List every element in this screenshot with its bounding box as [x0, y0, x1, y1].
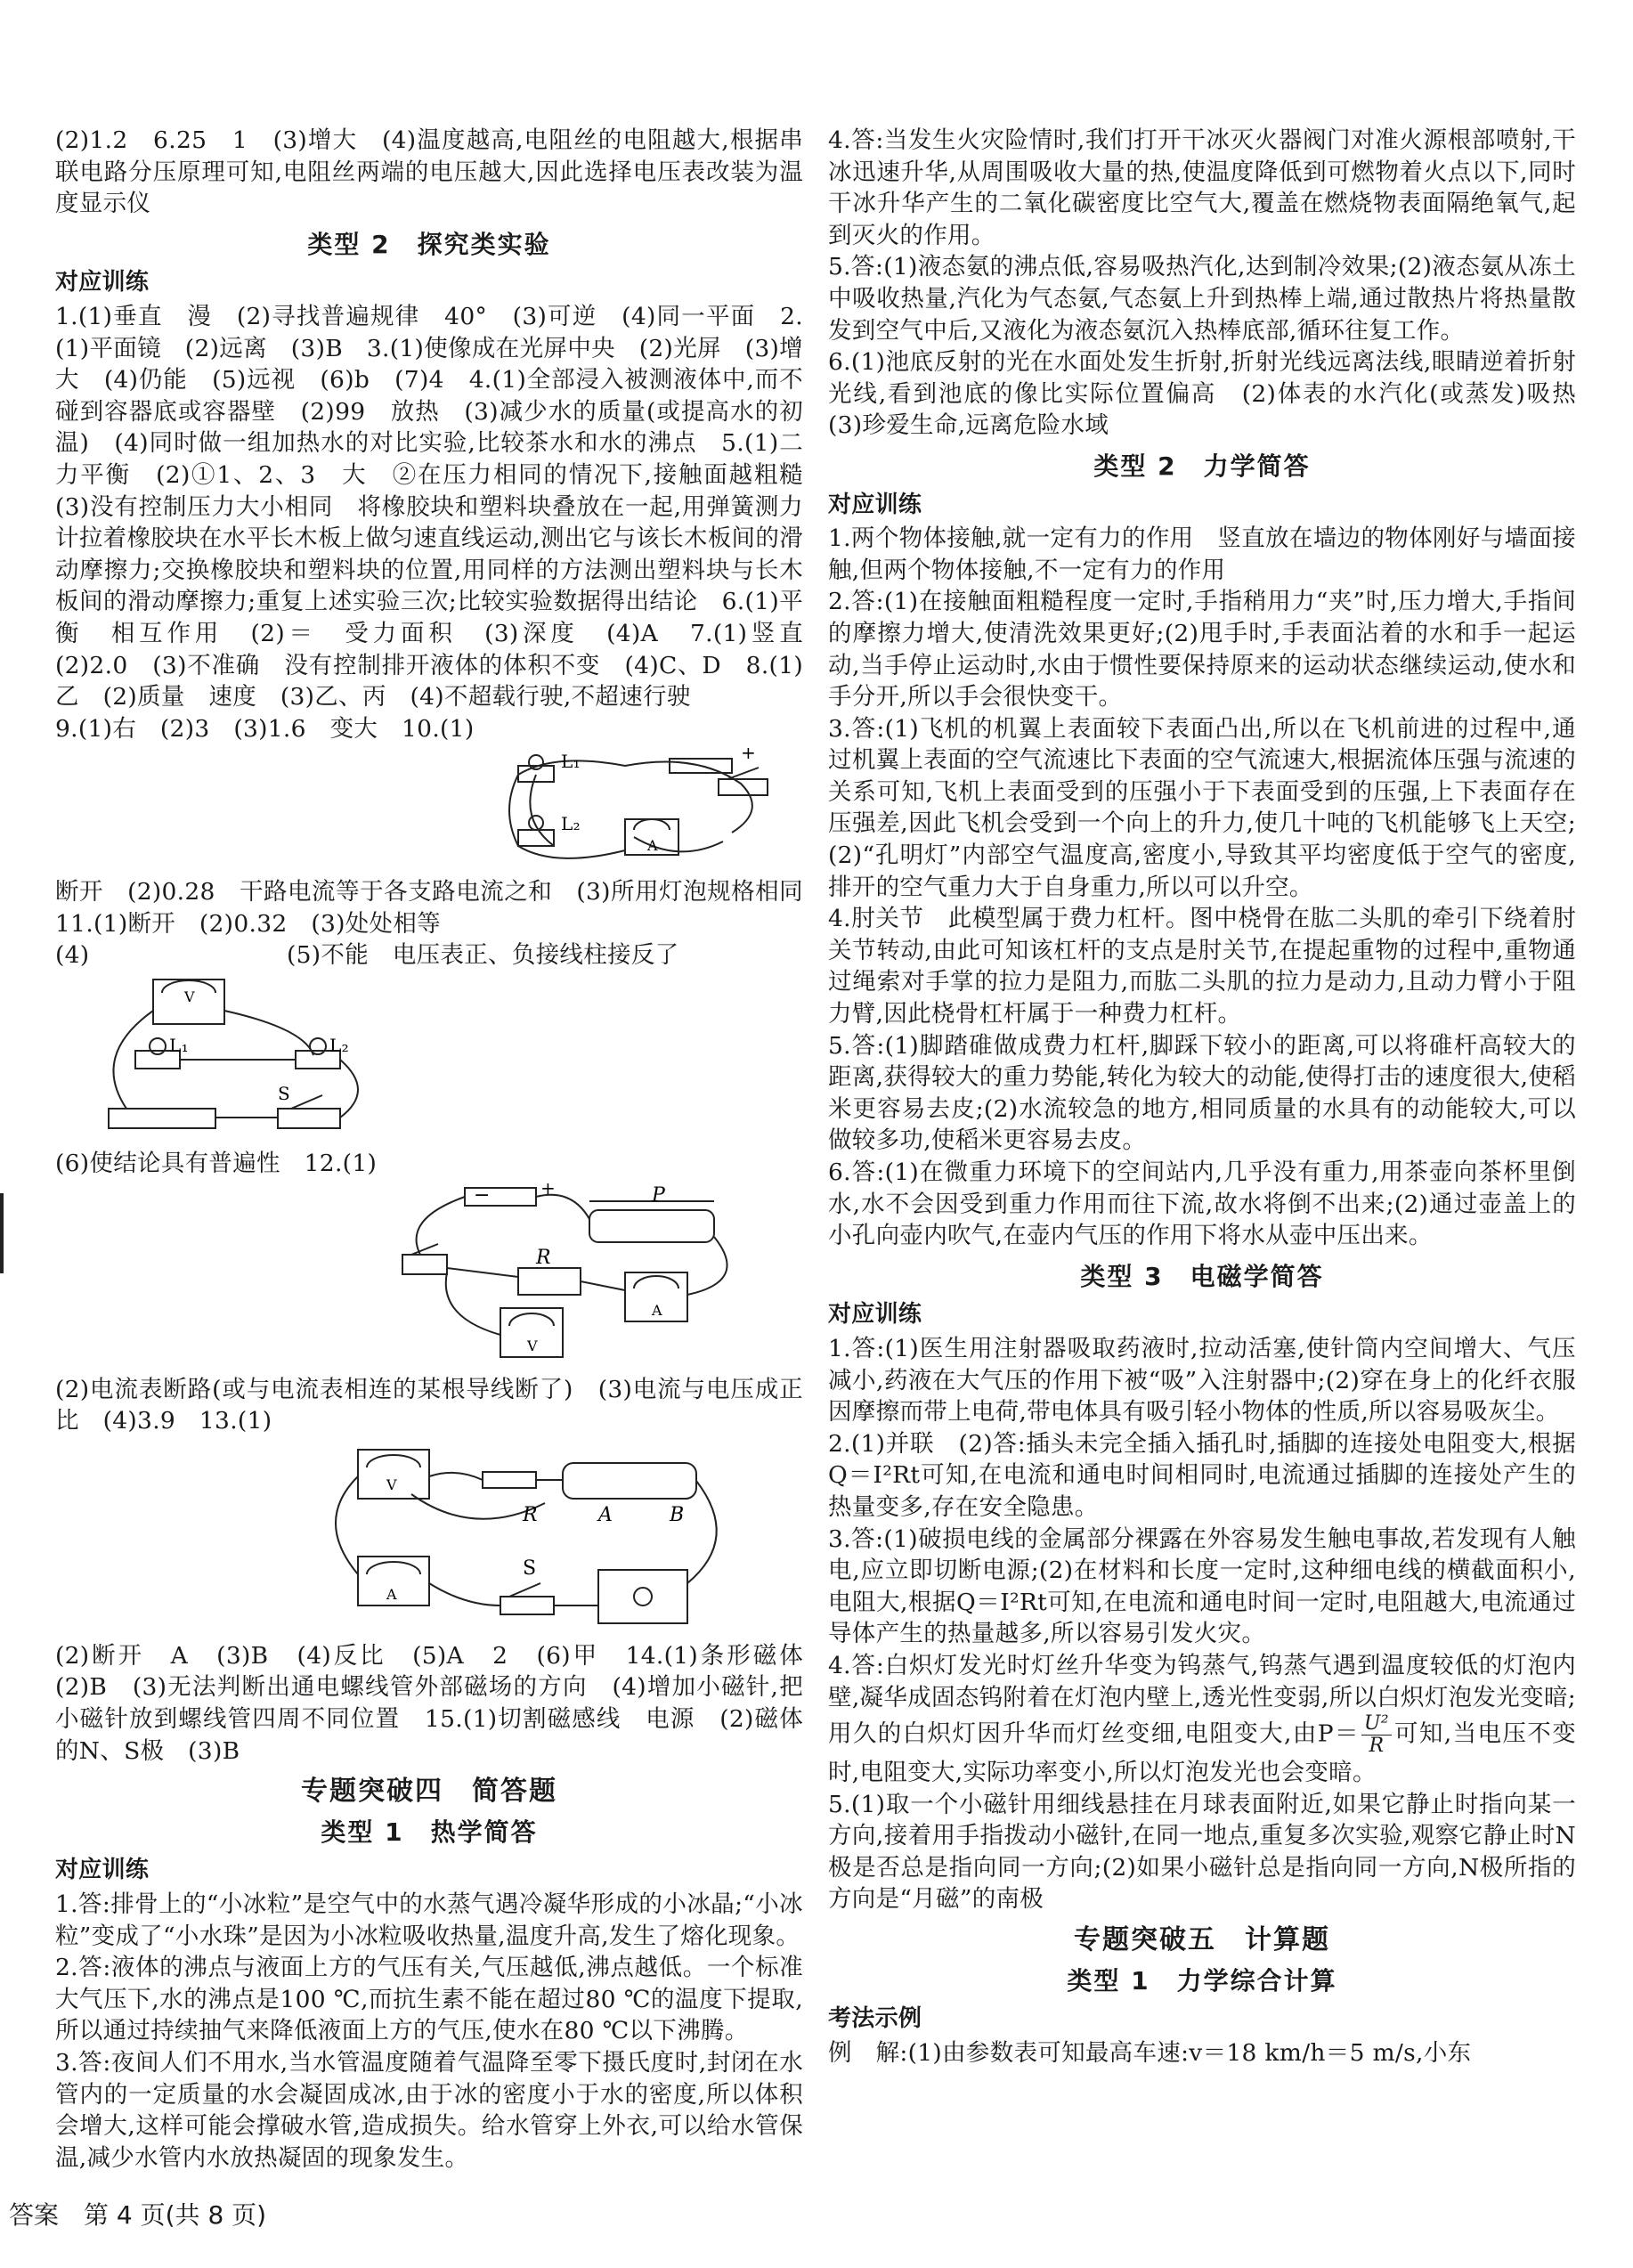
answer-paragraph: 6.答:(1)在微重力环境下的空间站内,几乎没有重力,用茶壶向茶杯里倒水,水不会因受到重力作用而往下流,故水将倒不出来;(2)通过壶盖上的小孔向壶内吹气,在壶内气压的作用下将水从壶中压出来。 — [828, 1158, 1576, 1250]
topic-heading: 专题突破四 简答题 — [301, 1776, 557, 1808]
label-V: V — [386, 1475, 397, 1493]
section-heading: 类型 2 力学简答 — [1093, 451, 1311, 481]
answer-paragraph: (2)断开 A (3)B (4)反比 (5)A 2 (6)甲 14.(1)条形磁体 (2)B (3)无法判断出通电螺线管外部磁场的方向 (4)增加小磁针,把小磁针放到螺线管四周不同位置 15.(1)切割磁感线 电源 (2)磁体的N、S极 (3)B — [55, 1641, 827, 1765]
answer-paragraph: 5.答:(1)液态氨的沸点低,容易吸热汽化,达到制冷效果;(2)液态氨从冻土中吸收热量,汽化为气态氨,气态氨上升到热棒上端,通过散热片将热量散发到空气中后,又液化为液态氨沉入热棒底部,循环往复工作。 — [828, 253, 1576, 345]
answer-paragraph: 1.答:(1)医生用注射器吸取药液时,拉动活塞,使针筒内空间增大、气压减小,药液在大气压的作用下被“吸”入注射器中;(2)穿在身上的化纤衣服因摩擦而带上电荷,带电体具有吸引轻小物体的性质,所以容易吸灰尘。 — [828, 1334, 1576, 1427]
answer-paragraph: 4.答:当发生火灾险情时,我们打开干冰灭火器阀门对准火源根部喷射,干冰迅速升华,从周围吸收大量的热,使温度降低到可燃物着火点以下,同时干冰升华产生的二氧化碳密度比空气大,覆盖在燃烧物表面隔绝氧气,起到灭火的作用。 — [828, 126, 1576, 249]
answer-paragraph: 1.(1)垂直 漫 (2)寻找普遍规律 40° (3)可逆 (4)同一平面 2.(1)平面镜 (2)远离 (3)B 3.(1)使像成在光屏中央 (2)光屏 (3)增大 (4)仍能 (5)远视 (6)b (7)4 4.(1)全部浸入被测液体中,而不碰到容器底或容器壁 (2)99 放热 (3)减少水的质量(或提高水的初温) (4)同时做一组加热水的对比实验,比较茶水和水的沸点 5.(1)二力平衡 (2)①1、2、3 大 ②在压力相同的情况下,接触面越粗糙 (3)没有控制压力大小相同 将橡胶块和塑料块叠放在一起,用弹簧测力计拉着橡胶块在水平长木板上做匀速直线运动,测出它与该长木板间的滑动摩擦力;交换橡胶块和塑料块的位置,用同样的方法测出塑料块与长木板间的滑动摩擦力;重复上述实验三次;比较实验数据得出结论 6.(1)平衡 相互作用 (2)＝ 受力面积 (3)深度 (4)A 7.(1)竖直 (2)2.0 (3)不准确 没有控制排开液体的体积不变 (4)C、D 8.(1)乙 (2)质量 速度 (3)乙、丙 (4)不超载行驶,不超速行驶 — [55, 302, 827, 711]
circuit-figure-13 — [55, 1441, 803, 1637]
label-L2: L₂ — [561, 813, 581, 835]
label-V: V — [184, 988, 195, 1006]
page-footer: 答案 第 4 页(共 8 页) — [9, 2200, 267, 2230]
answer-paragraph: (2)1.2 6.25 1 (3)增大 (4)温度越高,电阻丝的电阻越大,根据串联电路分压原理可知,电阻丝两端的电压越大,因此选择电压表改装为温度显示仪 — [55, 126, 803, 218]
answer-paragraph: 断开 (2)0.28 干路电流等于各支路电流之和 (3)所用灯泡规格相同 11.(1)断开 (2)0.32 (3)处处相等 — [55, 878, 827, 938]
label-S: S — [278, 1083, 291, 1105]
subheading: 对应训练 — [55, 1857, 150, 1884]
power-formula-fraction — [1361, 1713, 1392, 1757]
circuit-diagram — [55, 748, 803, 873]
label-A: A — [647, 837, 658, 855]
answer-paragraph: 2.答:(1)在接触面粗糙程度一定时,手指稍用力“夹”时,压力增大,手指间的摩擦力增大,使清洗效果更好;(2)甩手时,手表面沾着的水和手一起运动,当手停止运动时,水由于惯性要保持原来的运动状态继续运动,使水和手分开,所以手会很快变干。 — [828, 588, 1576, 711]
answer-paragraph: 3.答:(1)破损电线的金属部分裸露在外容易发生触电事故,若发现有人触电,应立即切断电源;(2)在材料和长度一定时,这种细电线的横截面积小,电阻大,根据Q＝I²Rt可知,在电流和通电时间一定时,电阻越大,电流通过导体产生的热量越多,所以容易引发火灾。 — [828, 1524, 1576, 1648]
label-P: P — [652, 1183, 666, 1207]
answer-paragraph: 3.答:夜间人们不用水,当水管温度随着气温降至零下摄氏度时,封闭在水管内的一定质量的水会凝固成冰,由于冰的密度小于水的密度,所以体积会增大,这样可能会撑破水管,造成损失。给水管穿上外衣,可以给水管保温,减少水管内水放热凝固的现象发生。 — [55, 2048, 803, 2172]
circuit-diagram — [55, 1183, 803, 1370]
label-L1: L₁ — [561, 751, 581, 773]
answer-paragraph: 1.答:排骨上的“小冰粒”是空气中的水蒸气遇冷凝华形成的小冰晶;“小冰粒”变成了“小水珠”是因为小冰粒吸收热量,温度升高,发生了熔化现象。 — [55, 1890, 803, 1950]
label-R: R — [536, 1246, 551, 1269]
answer-paragraph — [828, 1650, 1576, 1789]
answer-paragraph: 9.(1)右 (2)3 (3)1.6 变大 10.(1) — [55, 714, 475, 743]
topic-heading: 专题突破五 计算题 — [1074, 1924, 1330, 1956]
row-11-4 — [55, 939, 803, 971]
circuit-figure-11 — [55, 975, 803, 1144]
answer-paragraph: (6)使结论具有普遍性 12.(1) — [55, 1150, 378, 1178]
answer-paragraph: 5.(1)取一个小磁针用细线悬挂在月球表面附近,如果它静止时指向某一方向,接着用手指拨动小磁针,在同一地点,重复多次实验,观察它静止时N极是否总是指向同一方向;(2)如果小磁针总是指向同一方向,N极所指的方向是“月磁”的南极 — [828, 1790, 1576, 1914]
answer-fragment: (4) — [55, 941, 90, 970]
subheading: 对应训练 — [828, 491, 922, 518]
label-plus: + — [540, 1183, 557, 1199]
answer-paragraph: 5.答:(1)脚踏碓做成费力杠杆,脚踩下较小的距离,可以将碓杆高较大的距离,获得较大的重力势能,转化为较大的动能,使得打击的速度很大,使稻米更容易去皮;(2)水流较急的地方,相同质量的水具有的动能较大,可以做较多功,使稻米更容易去皮。 — [828, 1031, 1576, 1155]
label-R: R — [523, 1503, 538, 1526]
circuit-figure-12 — [55, 1183, 803, 1370]
circuit-figure-10 — [55, 748, 803, 873]
section-heading: 类型 3 电磁学简答 — [1080, 1261, 1324, 1291]
label-S: S — [523, 1557, 537, 1580]
answer-paragraph: 2.(1)并联 (2)答:插头未完全插入插孔时,插脚的连接处电阻变大,根据Q＝I²Rt可知,在电流和通电时间相同时,电流通过插脚的连接处产生的热量变多,存在安全隐患。 — [828, 1429, 1576, 1521]
answer-paragraph: 例 解:(1)由参数表可知最高车速:v＝18 km/h＝5 m/s,小东 — [828, 2038, 1472, 2067]
subheading: 考法示例 — [828, 2005, 922, 2033]
subheading: 对应训练 — [55, 269, 150, 297]
label-V: V — [527, 1337, 538, 1354]
answer-paragraph: 1.两个物体接触,就一定有力的作用 竖直放在墙边的物体刚好与墙面接触,但两个物体接触,不一定有力的作用 — [828, 524, 1576, 584]
answer-paragraph: 2.答:液体的沸点与液面上方的气压有关,气压越低,沸点越低。一个标准大气压下,水的沸点是100 ℃,而抗生素不能在超过80 ℃的温度下提取,所以通过持续抽气来降低液面上方的气压,使水在80 ℃以下沸腾。 — [55, 1954, 803, 2045]
label-B-terminal: B — [670, 1503, 685, 1526]
fraction-numerator: U² — [1361, 1713, 1392, 1736]
left-column — [55, 125, 827, 2174]
bulb-base — [518, 766, 554, 782]
right-column — [828, 125, 1600, 2069]
label-A-terminal: A — [598, 1503, 613, 1526]
answer-fragment: 可知,当电压不变时,电阻变大,实际功率变小,所以灯泡发光也会变暗。 — [828, 1719, 1577, 1787]
answer-paragraph: 3.答:(1)飞机的机翼上表面较下表面凸出,所以在飞机前进的过程中,通过机翼上表面的空气流速比下表面的空气流速大,根据流体压强与流速的关系可知,飞机上表面受到的压强小于下表面受到的压强,上下表面存在压强差,因此飞机会受到一个向上的升力,使几十吨的飞机能够飞上天空;(2)“孔明灯”内部空气温度高,密度小,导致其平均密度低于空气的密度,排开的空气重力大于自身重力,所以可以升空。 — [828, 714, 1576, 901]
label-minus: − — [474, 1183, 491, 1207]
circuit-diagram — [55, 1441, 803, 1637]
label-L2: L₂ — [329, 1035, 349, 1057]
label-A: A — [386, 1585, 397, 1603]
fraction-denominator: R — [1369, 1735, 1385, 1758]
binding-mark — [0, 1193, 4, 1273]
answer-paragraph: 6.(1)池底反射的光在水面处发生折射,折射光线远离法线,眼睛逆着折射光线,看到池底的像比实际位置偏高 (2)体表的水汽化(或蒸发)吸热 (3)珍爱生命,远离危险水域 — [828, 348, 1600, 440]
circuit-diagram — [55, 975, 803, 1144]
label-L1: L₁ — [169, 1035, 189, 1057]
label-A: A — [652, 1301, 662, 1319]
label-plus: + — [741, 748, 757, 764]
section-heading: 类型 2 探究类实验 — [307, 229, 551, 259]
answer-paragraph: 4.肘关节 此模型属于费力杠杆。图中桡骨在肱二头肌的牵引下绕着肘关节转动,由此可知该杠杆的支点是肘关节,在提起重物的过程中,重物通过绳索对手掌的拉力是阻力,而肱二头肌的拉力是动力,且动力臂小于阻力臂,因此桡骨杠杆属于一种费力杠杆。 — [828, 905, 1576, 1028]
section-heading: 类型 1 热学简答 — [321, 1817, 538, 1847]
subheading: 对应训练 — [828, 1301, 922, 1329]
answer-fragment: (5)不能 电压表正、负接线柱接反了 — [287, 941, 679, 970]
answer-fragment: 4.答:白炽灯发光时灯丝升华变为钨蒸气,钨蒸气遇到温度较低的灯泡内壁,凝华成固态钨附着在灯泡内壁上,透光性变弱,所以白炽灯泡发光变暗;用久的白炽灯因升华而灯丝变细,电阻变大,由P＝ — [828, 1651, 1576, 1748]
answer-paragraph: (2)电流表断路(或与电流表相连的某根导线断了) (3)电流与电压成正比 (4)3.9 13.(1) — [55, 1375, 803, 1435]
section-heading: 类型 1 力学综合计算 — [1067, 1965, 1337, 1996]
